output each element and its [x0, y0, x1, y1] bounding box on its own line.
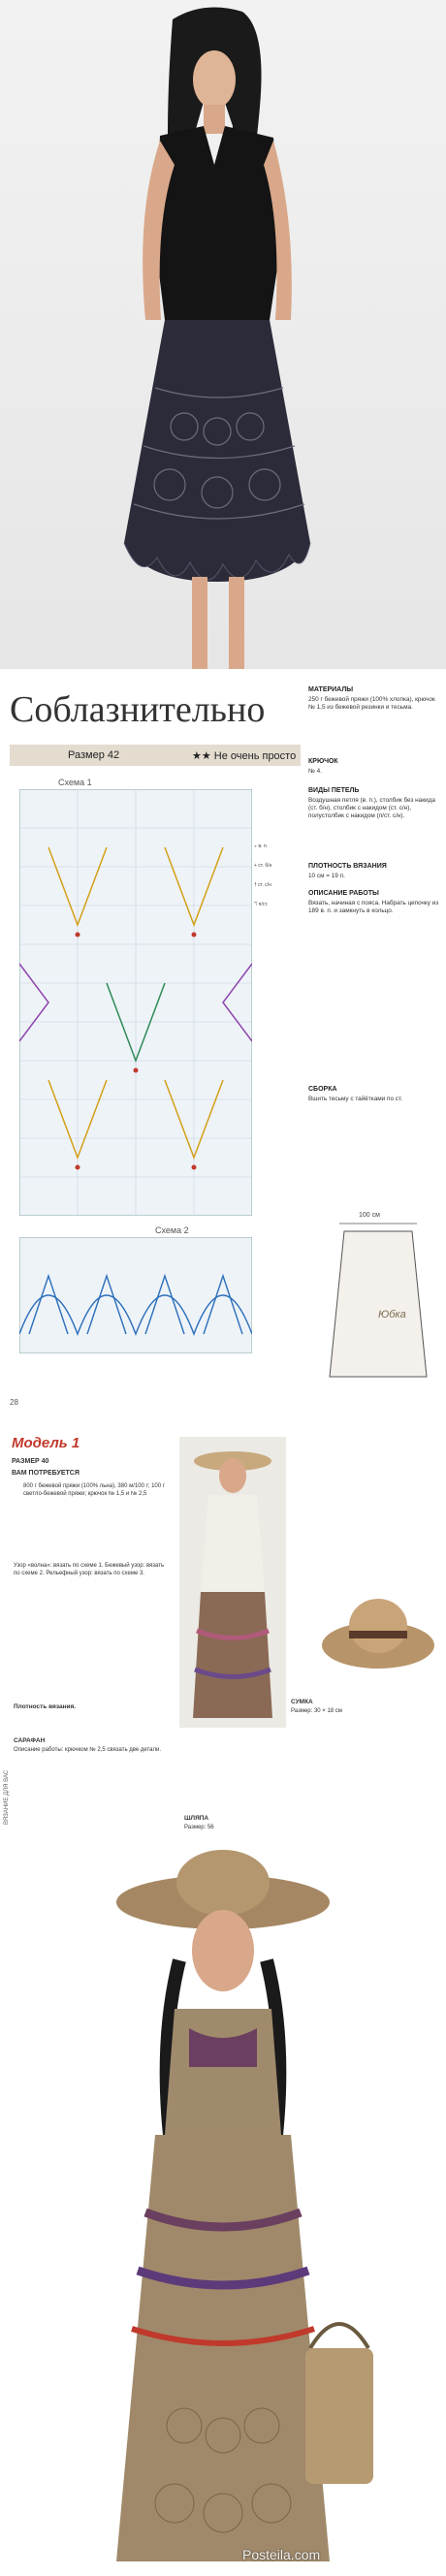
legend-chain: ∘ в. п. [254, 843, 269, 849]
pattern-page [0, 669, 446, 1417]
model-hat-heading: ШЛЯПА [184, 1815, 209, 1822]
model-vest-text: Описание работы: крючком № 2,5 связать две детали. [14, 1747, 162, 1753]
skirt-width: 100 см [359, 1212, 380, 1219]
size-label: Размер 42 [68, 749, 120, 761]
scheme-2-label: Схема 2 [155, 1225, 189, 1235]
page-title: Соблазнительно [10, 689, 266, 730]
size-strip [10, 745, 301, 766]
stitches-heading: ВИДЫ ПЕТЕЛЬ [308, 787, 360, 794]
legend-dc: † ст. с/н [254, 882, 271, 888]
model-large-photo [78, 1844, 388, 2571]
gauge-heading: ПЛОТНОСТЬ ВЯЗАНИЯ [308, 863, 387, 870]
gauge-text: 10 см = 19 п. [308, 873, 345, 879]
model-size: РАЗМЕР 40 [12, 1458, 49, 1465]
hook-text: № 4. [308, 768, 322, 775]
hook-heading: КРЮЧОК [308, 758, 338, 765]
model-need-heading: ВАМ ПОТРЕБУЕТСЯ [12, 1470, 80, 1477]
skirt-label: Юбка [378, 1309, 406, 1320]
scheme-1-chart [19, 789, 252, 1216]
page-number: 28 [10, 1398, 18, 1407]
model-bag-text: Размер: 30 × 18 см [291, 1708, 342, 1714]
assembly-text: Вшить тесьму с тайётками по ст. [308, 1096, 403, 1102]
fashion-photo [0, 0, 446, 669]
model-vest-heading: САРАФАН [14, 1737, 46, 1744]
model-page [0, 1417, 446, 2576]
work-text: Вязать, начиная с пояса. Набрать цепочку из 189 в. п. и замкнуть в кольцо. [308, 900, 439, 915]
skirt-schematic [320, 1212, 436, 1396]
model-bag-heading: СУМКА [291, 1699, 313, 1705]
stitches-text: Воздушная петля (в. п.), столбик без накида (ст. б/н), столбик с накидом (ст. с/н), полустолбик с накидом (п/ст. с/н). [308, 797, 435, 820]
model-density-heading: Плотность вязания. [14, 1703, 77, 1710]
model-small-photo [179, 1437, 286, 1728]
materials-text: 250 г бежевой пряжи (100% хлопка), крючок № 1,5 из бежевой резинки и тесьма. [308, 696, 435, 712]
model-need-text: 800 г бежевой пряжи (100% льна), 380 м/100 г; 100 г светло-бежевой пряжи; крючок № 1,5 и № 2,5 [23, 1483, 165, 1497]
model-hat-text: Размер: 56 [184, 1825, 214, 1830]
difficulty-label: ★★ Не очень просто [192, 750, 297, 762]
watermark: Posteila.com [242, 2547, 321, 2562]
assembly-heading: СБОРКА [308, 1086, 337, 1093]
hat-photo [320, 1573, 436, 1689]
scheme-1-label: Схема 1 [58, 778, 92, 787]
woman-in-crochet-skirt-illustration [0, 0, 446, 669]
materials-heading: МАТЕРИАЛЫ [308, 686, 354, 693]
legend-hdc: ℸ п/ст. [254, 902, 269, 907]
work-heading: ОПИСАНИЕ РАБОТЫ [308, 890, 379, 897]
legend-sc: + ст. б/н [254, 863, 272, 869]
model-pattern-text: Узор «волна»: вязать по схеме 1. Бежевый узор: вязать по схеме 2. Рельефный узор: вязать по схеме 3. [14, 1563, 165, 1576]
scheme-2-chart [19, 1237, 252, 1353]
model-title: Модель 1 [12, 1435, 80, 1451]
side-label: ВЯЗАНИЕ ДЛЯ ВАС [4, 1769, 10, 1825]
